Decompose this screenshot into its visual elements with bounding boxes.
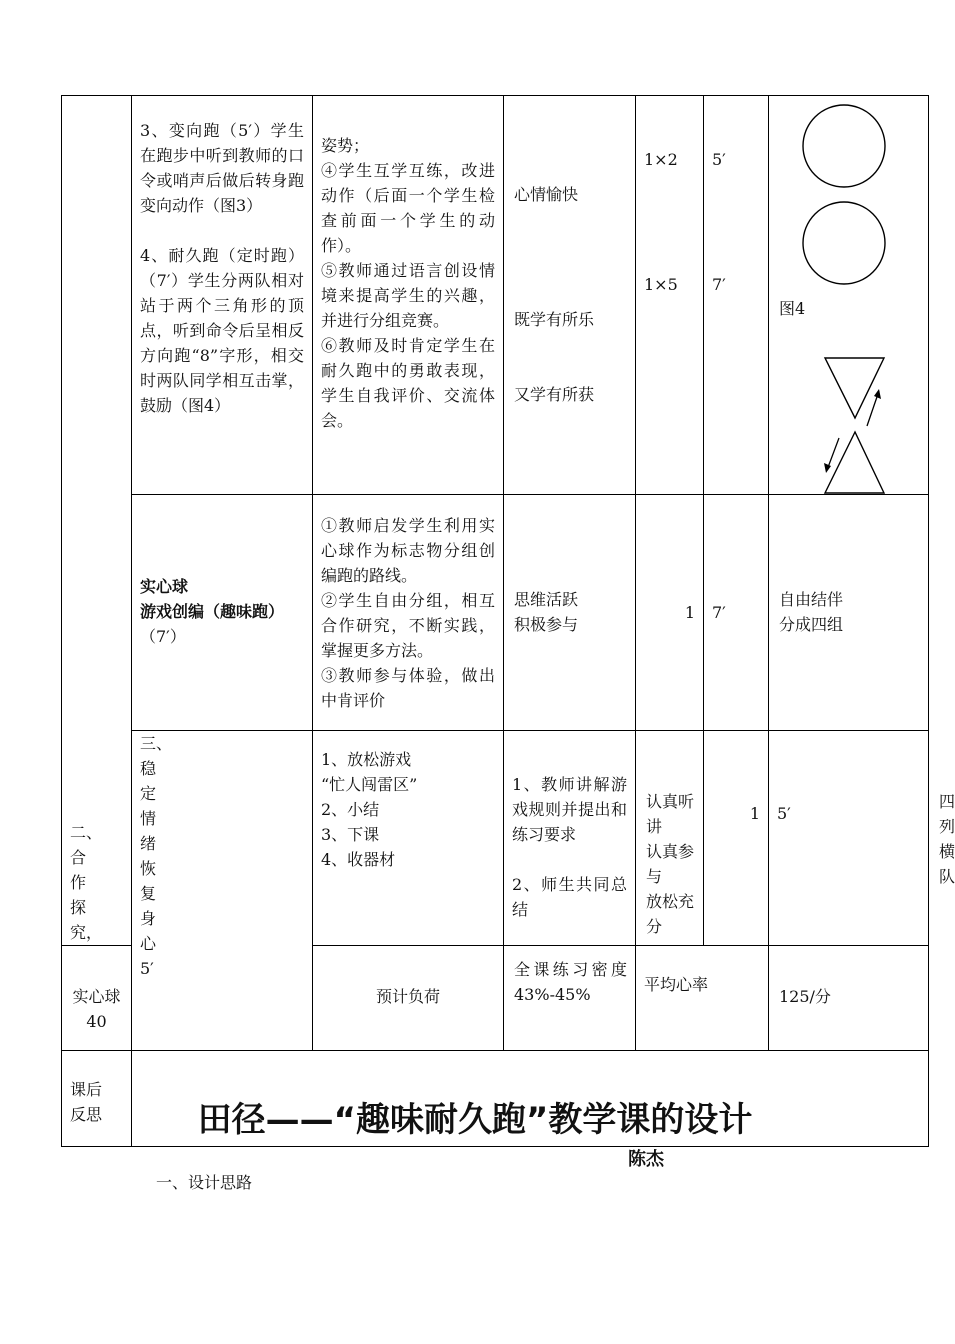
author-name: 陈杰 [628,1149,664,1170]
heart-value: 125/分 [779,987,831,1006]
equipment-cell [62,946,132,1051]
heart-label: 平均心率 [644,975,709,994]
goal-text: 既学有所乐 [514,310,595,329]
density-text: 全课练习密度43%-45% [514,960,627,1004]
duration-cell [704,96,769,495]
method-cell [313,495,504,731]
method-text: ①教师启发学生利用实心球作为标志物分组创编跑的路线。 ②学生自由分组，相互合作研究，不断实践，掌握更多方法。 ③教师参与体验，做出中肯评价 [321,516,495,710]
content-cell [132,96,313,495]
goal-text: 心情愉快 [514,185,579,204]
figure-4-diagram [769,96,927,494]
table-row [62,96,929,495]
activity-title: 实心球 [140,577,189,596]
times-text: 1 [749,804,760,823]
reflection-label: 课后 反思 [70,1080,103,1124]
method-text: 1、教师讲解游戏规则并提出和练习要求 2、师生共同总结 [512,775,627,919]
section-label: 三、 稳 定 情 绪 恢 复 身 心 5′ [140,734,173,978]
content-text: 1、放松游戏 “忙人闯雷区” 2、小结 3、下课 4、收器材 [321,750,418,869]
content-text: 3、变向跑（5′）学生在跑步中听到教师的口令或哨声后做后转身跑变向动作（图3） 4、耐久跑（定时跑）（7′）学生分两队相对站于两个三角形的顶点，听到命令后呈相反方向跑“8”字形，相交时两队同学相互击掌，鼓励（图4） [140,121,304,415]
times-text: 1×2 [644,150,678,169]
goal-text: 思维活跃 积极参与 [514,590,579,634]
goal-text: 认真听讲 认真参与 放松充分 [646,792,695,936]
table-row [62,731,929,946]
method-text: 姿势； ④学生互学互练，改进动作（后面一个学生检查前面一个学生的动作）。 ⑤教师通过语言创设情境来提高学生的兴趣，并进行分组竞赛。 ⑥教师及时肯定学生在耐久跑中的勇敢表现，学生自我评价、交流体会。 [321,136,495,430]
document-title: 田径——“趣味耐久跑”教学课的设计 [197,1100,753,1140]
times-text: 1 [684,603,695,622]
duration-cell [704,495,769,731]
activity-title: 游戏创编（趣味跑） [140,602,285,621]
goal-cell [504,495,636,731]
load-label-cell [313,946,504,1051]
duration-cell [769,731,929,946]
heart-label-cell [636,946,769,1051]
organization-cell [769,96,929,495]
activity-duration: （7′） [140,627,186,646]
duration-text: 5′ [712,150,726,169]
times-cell [636,495,704,731]
times-cell [704,731,769,946]
load-label: 预计负荷 [375,987,440,1006]
content-cell [132,495,313,731]
goal-cell [504,96,636,495]
heart-value-cell [769,946,929,1051]
content-cell [313,731,504,946]
table-row [62,495,929,731]
equipment-text: 实心球40 [72,987,121,1031]
organization-text: 自由结伴 分成四组 [779,590,844,634]
section-label: 二、 合 作 探 究， [70,823,103,942]
section-cell [132,731,313,1051]
figure-label: 图4 [779,299,806,318]
goal-cell [636,731,704,946]
organization-text: 四列横队 [939,792,955,886]
section-cell [62,96,132,946]
duration-text: 5′ [777,804,791,823]
section-heading: 一、设计思路 [156,1173,253,1192]
density-cell [504,946,636,1051]
lesson-plan-table [61,95,955,1147]
duration-text: 7′ [712,603,726,622]
method-cell [504,731,636,946]
goal-text: 又学有所获 [514,385,595,404]
times-cell [636,96,704,495]
duration-text: 7′ [712,275,726,294]
organization-cell [769,495,929,731]
method-cell [313,96,504,495]
running-pattern-icon [769,96,927,494]
times-text: 1×5 [644,275,678,294]
